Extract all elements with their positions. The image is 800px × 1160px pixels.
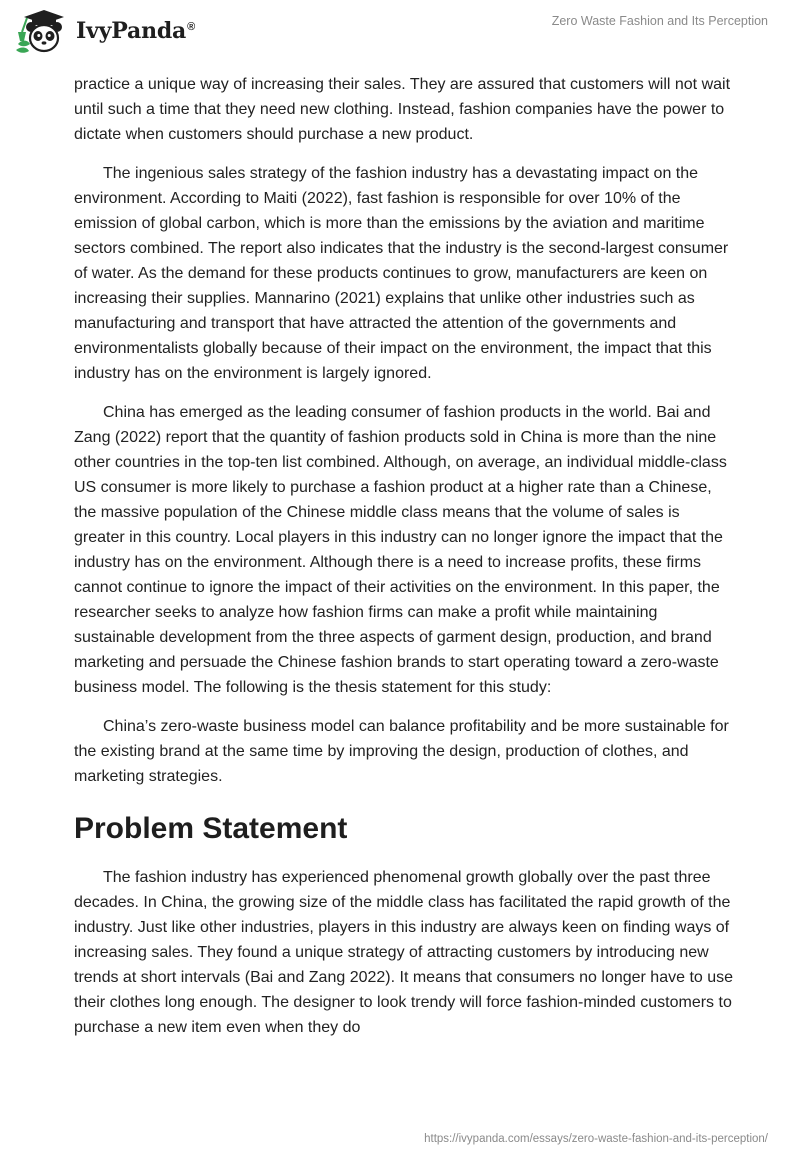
- thesis-statement: China’s zero-waste business model can balance profitability and be more sustainable for the existing brand at the same time by improving the design, production of clothes, and marketing strategies.: [74, 718, 729, 785]
- registered-mark: ®: [187, 20, 196, 33]
- brand-name: IvyPanda®: [76, 18, 196, 44]
- paragraph: The ingenious sales strategy of the fashion industry has a devastating impact on the environment. According to Maiti (2022), fast fashion is responsible for over 10% of the emission of global carbon, which is more than the emissions by the aviation and maritime sectors combined. The report also indicates that the industry is the second-largest consumer of water. As the demand for these products continues to grow, manufacturers are keen on increasing their supplies. Mannarino (2021) explains that unlike other industries such as manufacturing and transport that have attracted the attention of the governments and environmentalists globally because of their impact on the environment, the impact that this industry has on the environment is largely ignored.: [74, 165, 729, 382]
- ivypanda-logo[interactable]: [14, 8, 195, 54]
- essay-body: [74, 72, 734, 1054]
- section-heading-problem-statement: Problem Statement: [74, 812, 348, 845]
- paragraph: China has emerged as the leading consumer of fashion products in the world. Bai and Zang (2022) report that the quantity of fashion products sold in China is more than the nine other countries in the top-ten list combined. Although, on average, an individual middle-class US consumer is more likely to purchase a fashion product at a higher rate than a Chinese, the massive population of the Chinese middle class means that the volume of sales is greater in this country. Local players in this industry can no longer ignore the impact that the industry has on the environment. Although there is a need to increase profits, these firms cannot continue to ignore the impact of their activities on the environment. In this paper, the researcher seeks to analyze how fashion firms can make a profit while maintaining sustainable development from the three aspects of garment design, production, and brand marketing and persuade the Chinese fashion brands to start operating toward a zero-waste business model. The following is the thesis statement for this study:: [74, 404, 727, 696]
- source-url-link[interactable]: https://ivypanda.com/essays/zero-waste-fashion-and-its-perception/: [424, 1133, 768, 1145]
- page-header: [0, 0, 800, 64]
- panda-graduate-icon: [14, 8, 68, 54]
- document-title: Zero Waste Fashion and Its Perception: [551, 14, 768, 28]
- paragraph: The fashion industry has experienced phenomenal growth globally over the past three decades. In China, the growing size of the middle class has facilitated the rapid growth of the industry. Just like other industries, players in this industry are always keen on finding ways of increasing sales. They found a unique strategy of attracting customers by introducing new trends at short intervals (Bai and Zang 2022). It means that consumers no longer have to use their clothes long enough. The designer to look trendy will force fashion-minded customers to purchase a new item even when they do: [74, 869, 734, 1036]
- paragraph-continuation: practice a unique way of increasing their sales. They are assured that customers will not wait until such a time that they need new clothing. Instead, fashion companies have the power to dictate when customers should purchase a new product.: [74, 76, 731, 143]
